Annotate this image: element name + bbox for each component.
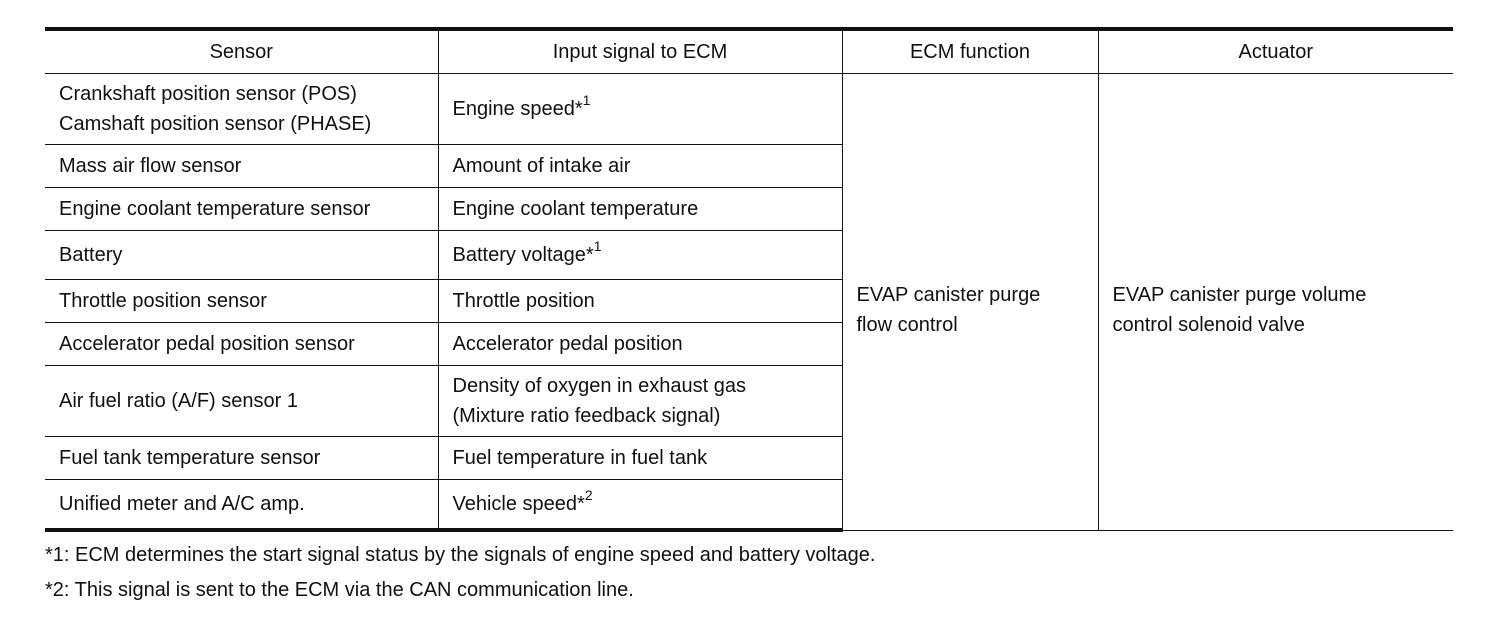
input-signal-cell: Accelerator pedal position — [438, 323, 842, 366]
table-row — [45, 74, 1453, 145]
input-signal-text: Engine speed — [452, 98, 575, 120]
header-input-signal: Input signal to ECM — [438, 29, 842, 74]
footnotes — [45, 538, 1453, 608]
header-sensor: Sensor — [45, 29, 438, 74]
sensor-cell: Throttle position sensor — [45, 280, 438, 323]
input-signal-cell: Amount of intake air — [438, 145, 842, 188]
input-signal-text: Vehicle speed — [452, 493, 578, 515]
input-signal-line: Density of oxygen in exhaust gas — [452, 375, 747, 397]
footnote-2: *2: This signal is sent to the ECM via the CAN communication line. — [45, 579, 634, 601]
header-ecm-function: ECM function — [842, 29, 1098, 74]
sensor-line: Camshaft position sensor (PHASE) — [59, 113, 372, 135]
sensor-cell: Battery — [45, 231, 438, 280]
sensor-cell: Unified meter and A/C amp. — [45, 480, 438, 531]
sensor-cell: Accelerator pedal position sensor — [45, 323, 438, 366]
ecm-input-output-table — [45, 27, 1453, 532]
sensor-cell: Air fuel ratio (A/F) sensor 1 — [45, 366, 438, 437]
footnote-1: *1: ECM determines the start signal status by the signals of engine speed and battery voltage. — [45, 544, 876, 566]
actuator-cell — [1098, 74, 1453, 531]
actuator-line: control solenoid valve — [1112, 313, 1305, 336]
input-signal-cell: Fuel temperature in fuel tank — [438, 437, 842, 480]
document — [45, 27, 1453, 608]
ecm-function-line: flow control — [856, 313, 958, 336]
input-signal-cell: Throttle position — [438, 280, 842, 323]
footnote-marker: 1 — [593, 238, 602, 255]
sensor-cell — [45, 74, 438, 145]
footnote-marker: 2 — [584, 487, 593, 504]
sensor-cell: Engine coolant temperature sensor — [45, 188, 438, 231]
input-signal-cell: Engine speed*$^1$ — [438, 74, 842, 145]
sensor-cell: Mass air flow sensor — [45, 145, 438, 188]
sensor-line: Crankshaft position sensor (POS) — [59, 83, 357, 105]
actuator-line: EVAP canister purge volume — [1112, 283, 1367, 306]
table-header-row — [45, 29, 1453, 74]
input-signal-cell: Battery voltage*$^1$ — [438, 231, 842, 280]
sensor-cell: Fuel tank temperature sensor — [45, 437, 438, 480]
footnote-marker: 1 — [582, 92, 591, 109]
input-signal-text: Battery voltage — [452, 244, 586, 266]
header-actuator: Actuator — [1098, 29, 1453, 74]
ecm-function-line: EVAP canister purge — [856, 283, 1041, 306]
input-signal-cell: Vehicle speed*$^2$ — [438, 480, 842, 531]
input-signal-cell: Engine coolant temperature — [438, 188, 842, 231]
input-signal-cell — [438, 366, 842, 437]
ecm-function-cell — [842, 74, 1098, 531]
input-signal-line: (Mixture ratio feedback signal) — [452, 405, 721, 427]
